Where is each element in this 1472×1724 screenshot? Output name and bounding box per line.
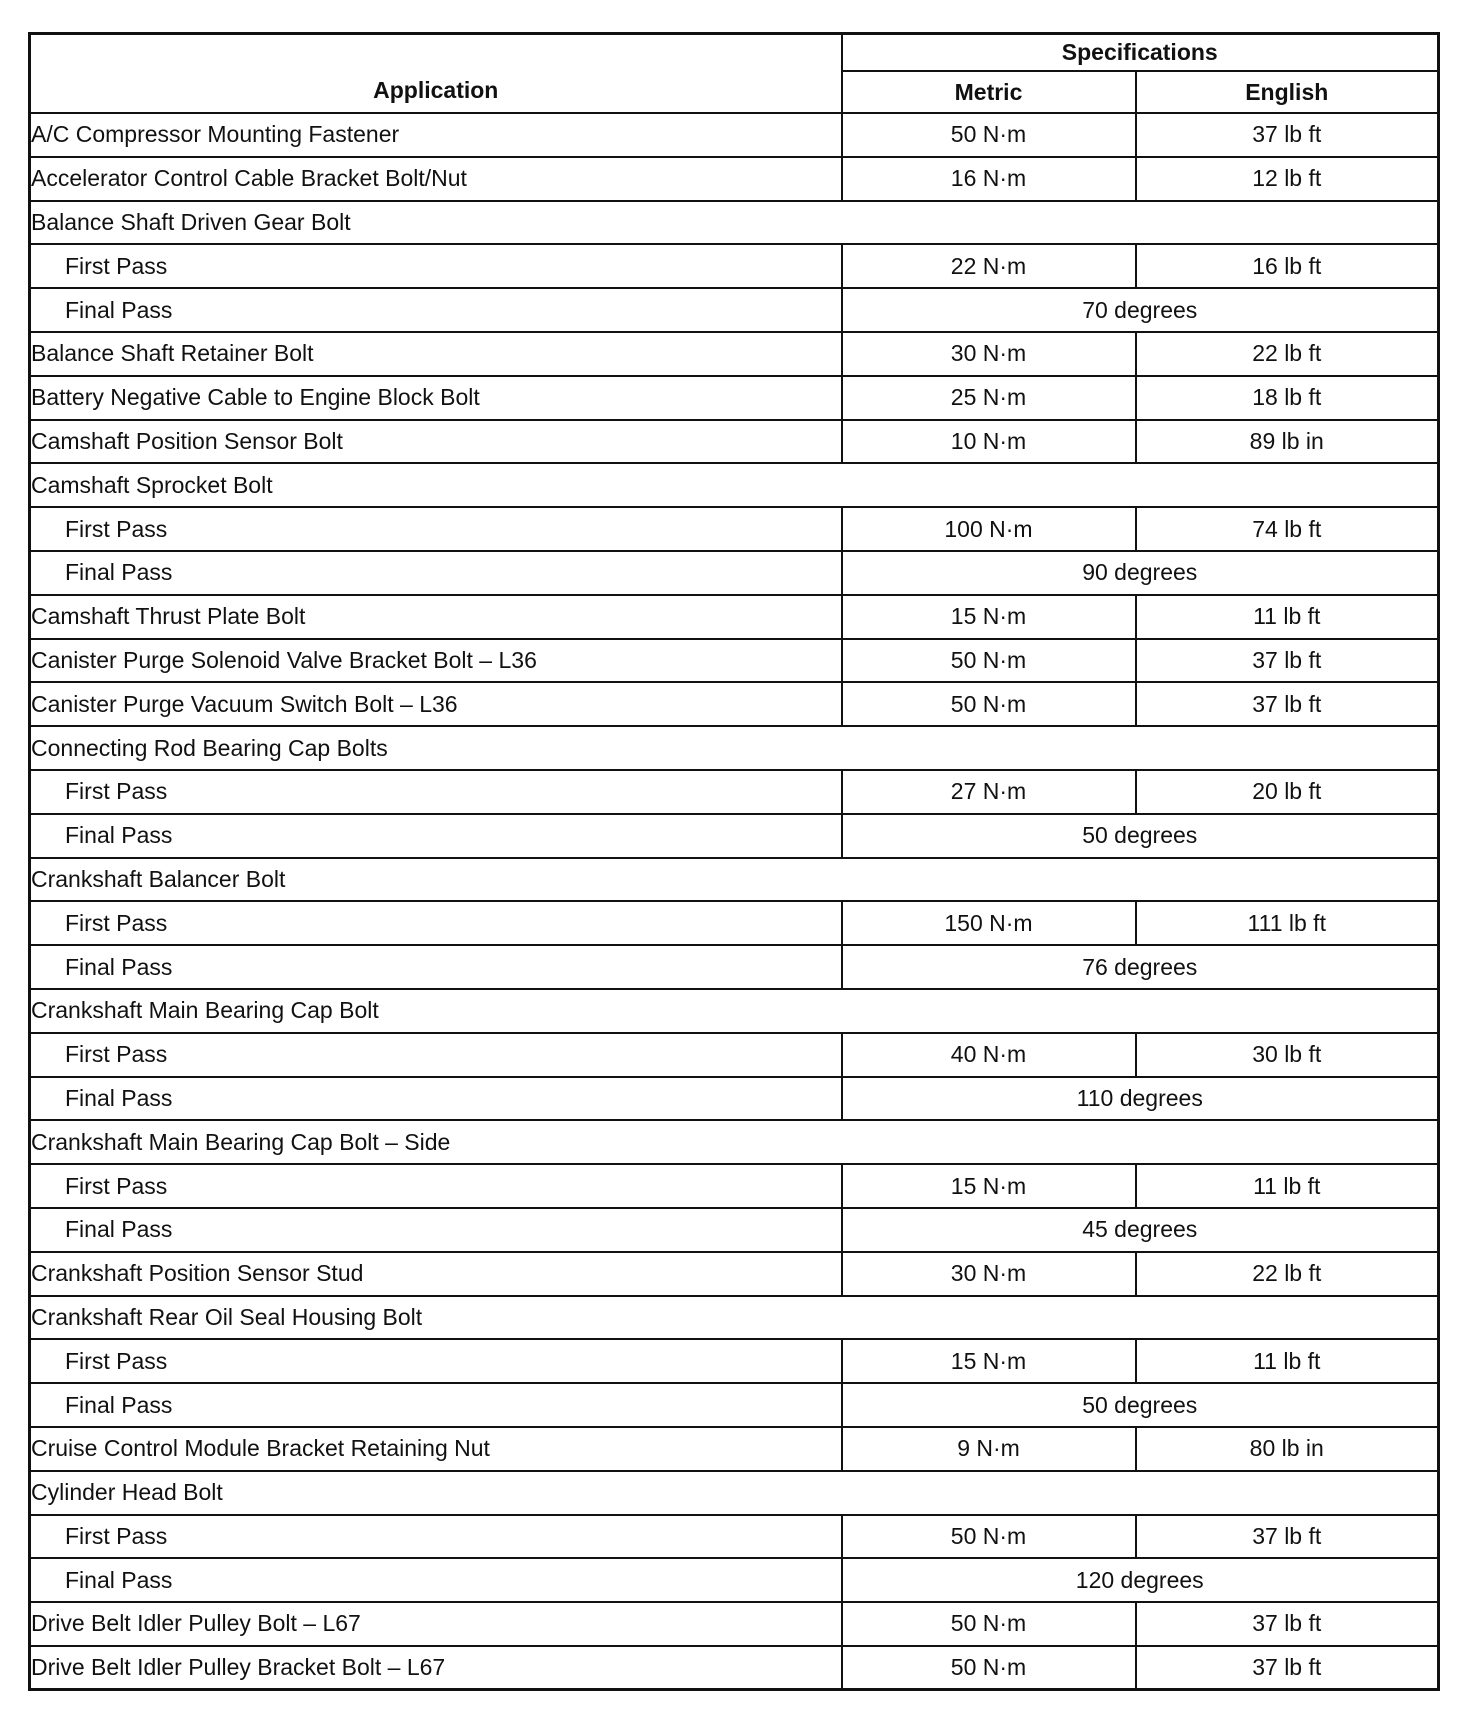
english-value-cell: 37 lb ft (1136, 113, 1439, 157)
application-cell: Camshaft Thrust Plate Bolt (30, 595, 842, 639)
table-row (30, 507, 1439, 551)
english-value-cell: 80 lb in (1136, 1427, 1439, 1471)
table-row (30, 1427, 1439, 1471)
english-value-cell: 16 lb ft (1136, 244, 1439, 288)
application-cell: A/C Compressor Mounting Fastener (30, 113, 842, 157)
application-cell: Drive Belt Idler Pulley Bracket Bolt – L67 (30, 1646, 842, 1690)
table-row (30, 1120, 1439, 1164)
metric-value-cell: 9 N·m (842, 1427, 1136, 1471)
metric-value-cell: 22 N·m (842, 244, 1136, 288)
angle-spec-cell: 45 degrees (842, 1208, 1439, 1252)
table-row (30, 551, 1439, 595)
metric-value-cell: 50 N·m (842, 682, 1136, 726)
pass-label: Final Pass (30, 1558, 842, 1602)
application-cell: Accelerator Control Cable Bracket Bolt/Nut (30, 157, 842, 201)
english-value-cell: 22 lb ft (1136, 1252, 1439, 1296)
table-row (30, 1602, 1439, 1646)
english-value-cell: 11 lb ft (1136, 595, 1439, 639)
table-row (30, 989, 1439, 1033)
english-value-cell: 74 lb ft (1136, 507, 1439, 551)
group-heading-cell: Crankshaft Rear Oil Seal Housing Bolt (30, 1296, 1439, 1340)
pass-label: Final Pass (30, 814, 842, 858)
table-row (30, 288, 1439, 332)
angle-spec-cell: 76 degrees (842, 945, 1439, 989)
pass-label: First Pass (30, 770, 842, 814)
table-row (30, 1164, 1439, 1208)
application-cell: Camshaft Position Sensor Bolt (30, 420, 842, 464)
table-row (30, 1646, 1439, 1690)
english-value-cell: 37 lb ft (1136, 639, 1439, 683)
table-row (30, 814, 1439, 858)
application-column-header: Application (30, 34, 842, 114)
table-row (30, 1339, 1439, 1383)
angle-spec-cell: 110 degrees (842, 1077, 1439, 1121)
metric-value-cell: 50 N·m (842, 639, 1136, 683)
metric-value-cell: 30 N·m (842, 1252, 1136, 1296)
table-row (30, 201, 1439, 245)
group-heading-cell: Crankshaft Balancer Bolt (30, 858, 1439, 902)
table-row (30, 1515, 1439, 1559)
pass-label: Final Pass (30, 1383, 842, 1427)
english-value-cell: 11 lb ft (1136, 1339, 1439, 1383)
metric-value-cell: 150 N·m (842, 901, 1136, 945)
angle-spec-cell: 50 degrees (842, 814, 1439, 858)
english-column-header: English (1136, 71, 1439, 113)
english-value-cell: 12 lb ft (1136, 157, 1439, 201)
application-cell: Canister Purge Solenoid Valve Bracket Bolt – L36 (30, 639, 842, 683)
table-row (30, 1077, 1439, 1121)
table-row (30, 463, 1439, 507)
metric-value-cell: 16 N·m (842, 157, 1136, 201)
metric-value-cell: 50 N·m (842, 1602, 1136, 1646)
metric-value-cell: 15 N·m (842, 595, 1136, 639)
pass-label: Final Pass (30, 1077, 842, 1121)
pass-label: First Pass (30, 1164, 842, 1208)
english-value-cell: 11 lb ft (1136, 1164, 1439, 1208)
table-row (30, 770, 1439, 814)
english-value-cell: 22 lb ft (1136, 332, 1439, 376)
pass-label: First Pass (30, 507, 842, 551)
table-row (30, 1296, 1439, 1340)
metric-value-cell: 15 N·m (842, 1339, 1136, 1383)
english-value-cell: 111 lb ft (1136, 901, 1439, 945)
metric-value-cell: 50 N·m (842, 1515, 1136, 1559)
pass-label: Final Pass (30, 551, 842, 595)
pass-label: First Pass (30, 901, 842, 945)
table-body (30, 113, 1439, 1690)
pass-label: Final Pass (30, 1208, 842, 1252)
application-cell: Canister Purge Vacuum Switch Bolt – L36 (30, 682, 842, 726)
application-cell: Drive Belt Idler Pulley Bolt – L67 (30, 1602, 842, 1646)
table-row (30, 726, 1439, 770)
table-row (30, 1033, 1439, 1077)
table-row (30, 376, 1439, 420)
table-row (30, 639, 1439, 683)
angle-spec-cell: 90 degrees (842, 551, 1439, 595)
english-value-cell: 18 lb ft (1136, 376, 1439, 420)
table-row (30, 682, 1439, 726)
group-heading-cell: Crankshaft Main Bearing Cap Bolt – Side (30, 1120, 1439, 1164)
table-row (30, 244, 1439, 288)
pass-label: First Pass (30, 1033, 842, 1077)
application-cell: Crankshaft Position Sensor Stud (30, 1252, 842, 1296)
table-row (30, 1558, 1439, 1602)
english-value-cell: 30 lb ft (1136, 1033, 1439, 1077)
table-row (30, 157, 1439, 201)
metric-value-cell: 10 N·m (842, 420, 1136, 464)
metric-value-cell: 40 N·m (842, 1033, 1136, 1077)
application-cell: Battery Negative Cable to Engine Block Bolt (30, 376, 842, 420)
metric-value-cell: 15 N·m (842, 1164, 1136, 1208)
metric-value-cell: 50 N·m (842, 113, 1136, 157)
table-row (30, 1252, 1439, 1296)
english-value-cell: 37 lb ft (1136, 682, 1439, 726)
group-heading-cell: Balance Shaft Driven Gear Bolt (30, 201, 1439, 245)
english-value-cell: 89 lb in (1136, 420, 1439, 464)
table-row (30, 595, 1439, 639)
application-cell: Cruise Control Module Bracket Retaining Nut (30, 1427, 842, 1471)
pass-label: First Pass (30, 244, 842, 288)
fastener-torque-table (28, 32, 1440, 1691)
table-row (30, 945, 1439, 989)
metric-column-header: Metric (842, 71, 1136, 113)
metric-value-cell: 27 N·m (842, 770, 1136, 814)
english-value-cell: 20 lb ft (1136, 770, 1439, 814)
metric-value-cell: 30 N·m (842, 332, 1136, 376)
angle-spec-cell: 50 degrees (842, 1383, 1439, 1427)
torque-spec-page (28, 32, 1437, 1691)
specifications-column-header: Specifications (842, 34, 1439, 72)
metric-value-cell: 50 N·m (842, 1646, 1136, 1690)
english-value-cell: 37 lb ft (1136, 1646, 1439, 1690)
group-heading-cell: Connecting Rod Bearing Cap Bolts (30, 726, 1439, 770)
table-row (30, 1471, 1439, 1515)
pass-label: First Pass (30, 1515, 842, 1559)
english-value-cell: 37 lb ft (1136, 1602, 1439, 1646)
angle-spec-cell: 70 degrees (842, 288, 1439, 332)
pass-label: Final Pass (30, 945, 842, 989)
application-cell: Balance Shaft Retainer Bolt (30, 332, 842, 376)
table-row (30, 332, 1439, 376)
table-row (30, 901, 1439, 945)
table-row (30, 858, 1439, 902)
pass-label: First Pass (30, 1339, 842, 1383)
group-heading-cell: Cylinder Head Bolt (30, 1471, 1439, 1515)
english-value-cell: 37 lb ft (1136, 1515, 1439, 1559)
table-row (30, 113, 1439, 157)
metric-value-cell: 25 N·m (842, 376, 1136, 420)
table-row (30, 1208, 1439, 1252)
table-header (30, 34, 1439, 114)
metric-value-cell: 100 N·m (842, 507, 1136, 551)
angle-spec-cell: 120 degrees (842, 1558, 1439, 1602)
table-row (30, 1383, 1439, 1427)
table-row (30, 420, 1439, 464)
pass-label: Final Pass (30, 288, 842, 332)
group-heading-cell: Crankshaft Main Bearing Cap Bolt (30, 989, 1439, 1033)
group-heading-cell: Camshaft Sprocket Bolt (30, 463, 1439, 507)
